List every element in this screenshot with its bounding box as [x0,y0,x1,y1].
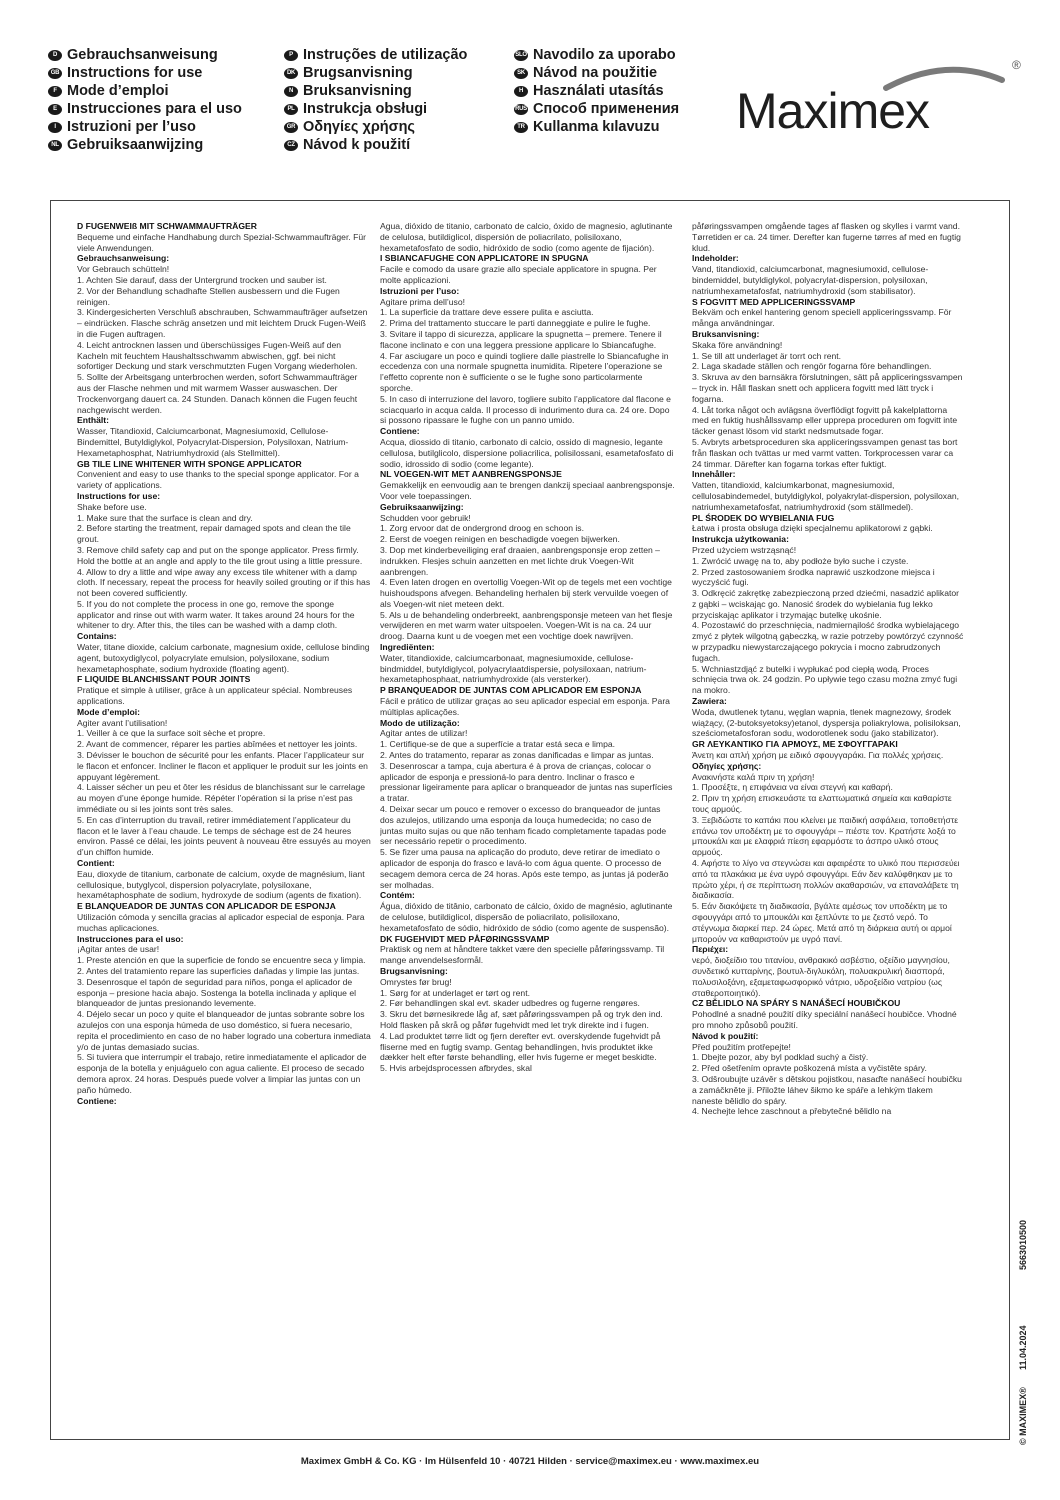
language-item [284,136,467,154]
language-label: Instruções de utilização [303,47,468,63]
paragraph: Agitare prima dell’uso! [380,296,466,307]
paragraph: 2. Antes del tratamiento repare las superficies dañadas y limpie las juntas. [77,965,360,976]
paragraph: Przed użyciem wstrząsnąć! [692,544,797,555]
paragraph: 4. Déjelo secar un poco y quite el blanqueador de juntas sobrante sobre los azulejos con una esponja húmeda de uso doméstico, si fuera necesario, repita el procedimiento en caso de no haber logrado una cobertura inmediata y/o de juntas demasiado sucias. [77,1009,371,1052]
section-heading: PL ŚRODEK DO WYBIELANIA FUG [692,512,835,523]
section-heading: Návod k použití: [692,1030,759,1041]
language-item [284,82,467,100]
article-code: 5663010500 [1018,1219,1028,1270]
paragraph: 4. Låt torka något och avlägsna överflödigt fogvitt på kakelplattorna med en fuktig hushållssvamp eller upprepa proceduren om fogvitt inte täcker genast lösom vid starkt nedsmutsade fogar. [692,404,958,437]
language-label: Οδηγίες χρήσης [303,119,415,135]
paragraph: 2. Před ošetřením opravte poškozená místa a vyčistěte spáry. [692,1063,927,1074]
country-code-icon: F [48,86,62,97]
text-column-1 [77,221,372,1426]
section-heading: Contiene: [380,426,420,437]
paragraph: 2. Avant de commencer, réparer les parties abîmées et nettoyer les joints. [77,739,358,750]
paragraph: 2. Antes do tratamento, reparar as zonas danificadas e limpar as juntas. [380,750,654,761]
paragraph: 4. Even laten drogen en overtollig Voegen-Wit op de tegels met een vochtige huishoudspons afvegen. Behandeling herhalen bij sterk vervuilde voegen of als Voegen-wit niet meteen dekt. [380,577,672,609]
paragraph: Agua, dióxido de titanio, carbonato de calcio, óxido de magnesio, aglutinante de celulosa, butildiglicol, dispersión de poliacrilato, polisiloxano, hexametafosfato de sodio, hidróxido de sodio (como agente de fijación). [380,221,673,253]
text-column-3 [692,221,964,1426]
paragraph: Gemakkelijk en eenvoudig aan te brengen dankzij speciaal aanbrengsponsje. Voor vele toepassingen. [380,480,675,501]
brand-logo [736,54,1036,154]
section-heading: Bruksanvisning: [692,328,760,339]
paragraph: 1. Achten Sie darauf, dass der Untergrund trocken und sauber ist. [77,274,327,285]
country-code-icon: E [48,104,62,115]
header [48,46,1028,166]
paragraph: Convenient and easy to use thanks to the special sponge applicator. For a variety of applications. [77,469,359,491]
paragraph: Schudden voor gebruik! [380,512,471,523]
paragraph: 5. Se fizer uma pausa na aplicação do produto, deve retirar de imediato o aplicador de esponja do frasco e lavá-lo com água quente. O processo de secagem demora cerca de 24 horas. Após este tempo, as juntas já poderão ser molhadas. [380,847,669,890]
registered-mark: ® [1012,58,1021,72]
paragraph: 3. Skru det børnesikrede låg af, sæt påføringssvampen på og tryk den ind. Hold flasken på skrå og påfør fugehvidt med let tryk direkte ind i fugen. [380,1009,663,1030]
language-label: Instrucciones para el uso [67,101,242,117]
paragraph: 1. Se till att underlaget är torrt och rent. [692,350,842,361]
paragraph: 4. Pozostawić do przeschnięcia, nadmiernąilość środka wybielającego zmyć z płytek wilgotną gąbeczką, w razie potrzeby powtórzyć czynność w przypadku niewystarczającego pokrycia i mocno zabrudzonych fugach. [692,620,964,663]
paragraph: 5. Hvis arbejdsprocessen afbrydes, skal [380,1063,532,1074]
country-code-icon: RUS [514,104,528,115]
paragraph: Fácil e prático de utilizar graças ao seu aplicador especial em esponja. Para múltiplas aplicações. [380,696,670,717]
copyright-text: © MAXIMEX® [1018,1387,1028,1445]
language-label: Bruksanvisning [303,83,412,99]
section-heading: Contém: [380,890,415,901]
paragraph: 4. Αφήστε το λίγο να στεγνώσει και αφαιρέστε το υλικό που περισσεύει από τα πλακάκια με ένα υγρό σφουγγάρι. Εάν δεν καλύφθηκαν με το πρώτο χέρι, ή σε περίπτωση πολλών ακαθαρσιών, να επαναλάβετε τη διαδικασία. [692,858,960,901]
language-label: Способ применения [533,101,680,117]
country-code-icon: DK [284,68,298,79]
paragraph: 5. Sollte der Arbeitsgang unterbrochen werden, sofort Schwammaufträger aus der Flasche nehmen und mit warmem Wasser auswaschen. Der Trockenvorgang dauert ca. 24 Stunden. Danach können die Fugen feucht nachgewischt werden. [77,372,358,415]
country-code-icon: GR [284,122,298,133]
text-column-2 [380,221,675,1426]
paragraph: 1. Προσέξτε, η επιφάνεια να είναι στεγνή και καθαρή. [692,782,893,793]
country-code-icon: NL [48,140,62,151]
paragraph: 1. Zwrócić uwagę na to, aby podłoże było suche i czyste. [692,555,909,566]
section-heading: Indeholder: [692,253,739,264]
paragraph: 2. Før behandlingen skal evt. skader udbedres og fugerne rengøres. [380,998,640,1009]
section-heading: I SBIANCAFUGHE CON APPLICATORE IN SPUGNA [380,253,589,264]
section-heading: Οδηγίες χρήσης: [692,760,762,771]
paragraph: 2. Πριν τη χρήση επισκευάστε τα ελαττωματικά σημεία και καθαρίστε τους αρμούς. [692,793,952,815]
language-label: Instrukcja obsługi [303,101,428,117]
paragraph: νερό, διοξείδιο του τιτανίου, ανθρακικό ασβέστιο, οξείδιο μαγνησίου, συνδετικό κυτταρίνης, βουτυλ-διγλυκόλη, πολυακρυλική διασπορά, πολυσιλοξάνη, εξαμεταφωσφορικό νάτριο, υδροξείδιο νατρίου (ως σταθεροποιητικό). [692,955,950,998]
paragraph: Łatwa i prosta obsługa dzięki specjalnemu aplikatorowi z gąbki. [692,523,933,534]
language-item [514,100,679,118]
section-heading: Instrukcja użytkowania: [692,534,789,545]
language-label: Mode d’emploi [67,83,169,99]
language-label: Kullanma kılavuzu [533,119,660,135]
paragraph: 3. Ξεβιδώστε το καπάκι που κλείνει με παιδική ασφάλεια, τοποθετήστε επάνω τον υποδέκτη με το σφουγγάρι – πιέστε τον. Κρατήστε λοξά το μπουκάλι και με ελαφριά πίεση εφαρμόστε το άσπρο υλικό στους αρμούς. [692,814,959,858]
instructions-frame [50,200,1010,1440]
paragraph: Facile e comodo da usare grazie allo speciale applicatore in spugna. Per molte applicazioni. [380,264,657,285]
paragraph: påføringssvampen omgående tages af flasken og skylles i varmt vand. Tørretiden er ca. 24 timer. Derefter kan fugerne tørres af med en fugtig klud. [692,221,961,253]
paragraph: 1. Sørg for at underlaget er tørt og rent. [380,987,530,998]
paragraph: Acqua, diossido di titanio, carbonato di calcio, ossido di magnesio, legante cellulosa, butilglicolo, dispersione poliacrilica, polisilossani, esametafosfato di sodio, idrossido di sodio (come legante). [380,436,674,469]
paragraph: 4. Laisser sécher un peu et ôter les résidus de blanchissant sur le carrelage au moyen d’une éponge humide. Répéter l’opération si la prise n’est pas immédiate ou si les joints sont très sales. [77,782,366,815]
paragraph: Wasser, Titandioxid, Calciumcarbonat, Magnesiumoxid, Cellulose-Bindemittel, Butyldiglykol, Polyacrylat-Dispersion, Polysiloxan, Natrium-Hexametaphosphat, Natriumhydroxid (als Stellmittel). [77,426,349,458]
section-heading: CZ BĚLIDLO NA SPÁRY S NANÁŠECÍ HOUBIČKOU [692,998,901,1009]
section-heading: S FOGVITT MED APPLICERINGSSVAMP [692,296,856,307]
paragraph: 5. In caso di interruzione del lavoro, togliere subito l’applicatore dal flacone e sciacquarlo in acqua calda. Il processo di indurimento dura ca. 24 ore. Dopo si possono ripassare le fughe con un panno umido. [380,393,671,426]
language-item [48,46,242,64]
section-heading: GR ΛΕΥΚΑΝΤΙΚΟ ΓΙΑ ΑΡΜΟΥΣ, ΜΕ ΣΦΟΥΓΓΑΡΑΚΙ [692,739,898,750]
paragraph: 1. Make sure that the surface is clean and dry. [77,512,253,523]
section-heading: Contains: [77,631,117,642]
language-label: Brugsanvisning [303,65,413,81]
paragraph: Bequeme und einfache Handhabung durch Spezial-Schwammaufträger. Für viele Anwendungen. [77,231,367,253]
paragraph: 2. Before starting the treatment, repair damaged spots and clean the tile grout. [77,523,351,545]
country-code-icon: I [48,122,62,133]
paragraph: 1. Veiller à ce que la surface soit sèche et propre. [77,728,266,739]
paragraph: ¡Agitar antes de usar! [77,944,160,955]
paragraph: 3. Dévisser le bouchon de sécurité pour les enfants. Placer l’applicateur sur le flacon et enfoncer. Incliner le flacon et appliquer le produit sur les joints en appuyant légèrement. [77,750,368,782]
paragraph: Water, titandioxide, calciumcarbonaat, magnesiumoxide, cellulose-bindmiddel, butyldiglycol, polyacrylaatdispersie, polysiloxaan, natrium-hexametaphosphaat, natriumhydroxide (als versterker). [380,652,647,685]
paragraph: 2. Vor der Behandlung schadhafte Stellen ausbessern und die Fugen reinigen. [77,285,340,307]
paragraph: Před použitím protřepejte! [692,1041,791,1052]
paragraph: Water, titane dioxide, calcium carbonate, magnesium oxide, cellulose binding agent, butoxydiglycol, polyacrylate emulsion, polysiloxane, sodium hexametaphosphate, sodium hydroxide (floating agent). [77,642,370,674]
country-code-icon: P [284,50,298,61]
paragraph: 1. Dbejte pozor, aby byl podklad suchý a čistý. [692,1052,869,1063]
paragraph: 2. Prima del trattamento stuccare le parti danneggiate e pulire le fughe. [380,318,651,329]
print-date: 11.04.2024 [1018,1325,1028,1370]
section-heading: Ingrediënten: [380,642,435,653]
paragraph: 2. Eerst de voegen reinigen en beschadigde voegen bijwerken. [380,534,620,545]
paragraph: 4. Lad produktet tørre lidt og fjern derefter evt. overskydende fugehvidt på fliserne med en fugtig svamp. Gentag behandlingen, hvis produktet ikke dækker helt efter første behandling, eller hvis fugerne er meget beskidte. [380,1030,661,1063]
language-item [514,118,679,136]
country-code-icon: PL [284,104,298,115]
section-heading: Brugsanvisning: [380,965,448,976]
paragraph: 5. If you do not complete the process in one go, remove the sponge applicator and rinse out with warm water. It takes around 24 hours for the whitener to dry. After this, the tiles can be washed with a damp cloth. [77,598,355,631]
paragraph: 1. Certifique-se de que a superfície a tratar está seca e limpa. [380,739,616,750]
paragraph: 1. Preste atención en que la superficie de fondo se encuentre seca y limpia. [77,955,366,966]
paragraph: 5. Εάν διακόψετε τη διαδικασία, βγάλτε αμέσως τον υποδέκτη με το σφουγγάρι από το μπουκάλι και ξεπλύντε το με ζεστό νερό. Το στέγνωμα διαρκεί περ. 24 ώρες. Μετά από τη διάρκεια αυτή οι αρμοί μπορούν να καθαριστούν με υγρό πανί. [692,901,952,944]
paragraph: 4. Far asciugare un poco e quindi togliere dalle piastrelle lo Sbiancafughe in eccedenza con una normale spugnetta inumidita. Ripetere l’operazione se l’effetto coprente non è sufficiente o se le fughe sono particolarmente sporche. [380,350,669,393]
paragraph: 5. Avbryts arbetsproceduren ska appliceringssvampen genast tas bort från flaskan och tvättas ur med varmt vatten. Torkprocessen varar ca 24 timmar. Därefter kan fogarna torkas efter fuktigt. [692,436,958,469]
paragraph: Skaka före användning! [692,339,783,350]
paragraph: Pohodlné a snadné použití díky speciální nanášecí houbičce. Vhodné pro mnoho způsobů použití. [692,1009,957,1030]
section-heading: Innehåller: [692,469,736,480]
language-item [514,82,679,100]
paragraph: 3. Dop met kinderbeveiliging eraf draaien, aanbrengsponsje erop zetten – indrukken. Flesjes schuin aanzetten en met lichte druk Voegen-Wit aanbrengen. [380,544,660,577]
language-item [284,64,467,82]
language-label: Használati utasítás [533,83,664,99]
language-item [48,82,242,100]
section-heading: F LIQUIDE BLANCHISSANT POUR JOINTS [77,674,251,685]
paragraph: 3. Skruva av den barnsäkra förslutningen, sätt på appliceringssvampen – tryck in. Håll flaskan snett och applicera fogvitt med lätt tryck i fogarna. [692,372,963,404]
language-label: Gebrauchsanweisung [67,47,218,63]
section-heading: Instrucciones para el uso: [77,933,184,944]
section-heading: Περιέχει: [692,944,729,955]
paragraph: Agitar antes de utilizar! [380,728,468,739]
paragraph: 3. Desenroscar a tampa, cuja abertura é à prova de crianças, colocar o aplicador de esponja e pressioná-lo para dentro. Inclinar o frasco e pressionar ligeiramente para aplicar o branqueador de juntas nas superfícies a tratar. [380,760,673,804]
section-heading: Contiene: [77,1095,117,1106]
paragraph: Woda, dwutlenek tytanu, węglan wapnia, tlenek magnezowy, środek wiążący, (2-butoksyetoksy)etanol, dyspersja poliakrylowa, polisiloksan, sześciometafosforan sodu, wodorotlenek sodu (jako stabilizator). [692,706,961,739]
paragraph: 5. Wchniastzdjąć z butelki i wypłukać pod ciepłą wodą. Proces schnięcia trwa ok. 24 godzin. Po upływie tego czasu można zmyć fugi na mokro. [692,663,958,696]
section-heading: Instructions for use: [77,490,161,501]
language-label: Instructions for use [67,65,203,81]
paragraph: Vand, titandioxid, calciumcarbonat, magnesiumoxid, cellulose-bindemiddel, butyldiglykol, polyacrylat-dispersion, polysiloxan, natriumhexametafosfat, natriumhydroxid (som stabilisator). [692,264,929,296]
section-heading: DK FUGEHVIDT MED PÅFØRINGSSVAMP [380,933,550,944]
country-code-icon: H [514,86,528,97]
paragraph: 1. La superficie da trattare deve essere pulita e asciutta. [380,307,594,318]
paragraph: 3. Remove child safety cap and put on the sponge applicator. Press firmly. Hold the bottle at an angle and apply to the tile grout using a little pressure. [77,544,363,566]
language-item [48,100,242,118]
paragraph: 4. Deixar secar um pouco e remover o excesso do branqueador de juntas dos azulejos, utilizando uma esponja da louça humedecida; no caso de juntas muito sujas ou que não tenham ficado completamente tapadas pode ser necessário repetir o procedimento. [380,804,667,847]
paragraph: 5. Si tuviera que interrumpir el trabajo, retire inmediatamente el aplicador de esponja de la botella y enjuáguelo con agua caliente. El proceso de secado demora aprox. 24 horas. Después puede volver a limpiar las juntas con un paño húmedo. [77,1052,367,1095]
paragraph: Vatten, titandioxid, kalciumkarbonat, magnesiumoxid, cellulosabindemedel, butyldiglykol, polyakrylat-dispersion, polysiloxan, natriumhexametafosfat, natriumhydroxid (som ställmedel). [692,480,960,512]
language-item [514,64,679,82]
section-heading: Modo de utilização: [380,717,460,728]
paragraph: Pratique et simple à utiliser, grâce à un applicateur spécial. Nombreuses applications. [77,685,353,707]
section-heading: Enthält: [77,415,109,426]
language-list-3 [514,46,679,136]
paragraph: 5. Als u de behandeling onderbreekt, aanbrengsponsje meteen van het flesje verwijderen en met warm water uitspoelen. Voegen-Wit is na ca. 24 uur droog. Daarna kunt u de voegen met een vochtige doek nawrijven. [380,609,673,642]
side-print-info [1018,1180,1030,1445]
section-heading: Gebrauchsanweisung: [77,253,170,264]
paragraph: Shake before use. [77,501,147,512]
paragraph: 4. Nechejte lehce zaschnout a přebytečné bělidlo na [692,1106,892,1117]
section-heading: P BRANQUEADOR DE JUNTAS COM APLICADOR EM ESPONJA [380,685,642,696]
language-item [284,46,467,64]
language-item [284,100,467,118]
country-code-icon: D [48,50,62,61]
paragraph: Ανακινήστε καλά πριν τη χρήση! [692,771,815,782]
section-heading: Mode d’emploi: [77,706,141,717]
country-code-icon: SK [514,68,528,79]
section-heading: Istruzioni per l’uso: [380,285,460,296]
country-code-icon: TR [514,122,528,133]
paragraph: 3. Desenrosque el tapón de seguridad para niños, ponga el aplicador de esponja – presione hacia abajo. Sostenga la botella inclinada y aplique el blanqueador de juntas presionando levemente. [77,976,357,1009]
language-item [48,64,242,82]
language-item [48,118,242,136]
section-heading: Zawiera: [692,696,727,707]
paragraph: 1. Zorg ervoor dat de ondergrond droog en schoon is. [380,523,584,534]
language-label: Návod k použití [303,137,411,153]
paragraph: Omrystes før brug! [380,976,452,987]
paragraph: 3. Odkręcić zakrętkę zabezpieczoną przed dziećmi, nasadzić aplikator z gąbki – wciskając go. Nanosić środek do wybielania fug lekko przyciskając aplikator i trzymając butelkę ukośnie. [692,588,960,620]
country-code-icon: N [284,86,298,97]
paragraph: 3. Svitare il tappo di sicurezza, applicare la spugnetta – premere. Tenere il flacone inclinato e con una leggera pressione applicare lo Sbiancafughe. [380,328,662,350]
section-heading: Contient: [77,858,115,869]
section-heading: Gebruiksaanwijzing: [380,501,464,512]
language-list-2 [284,46,467,154]
country-code-icon: CZ [284,140,298,151]
language-item [284,118,467,136]
language-label: Návod na použitie [533,65,658,81]
paragraph: 3. Odšroubujte uzávěr s dětskou pojistkou, nasaďte nanášecí houbičku a zamáčkněte ji. Přiložte láhev šikmo ke spáře a lehkým tlakem naneste bělidlo do spáry. [692,1073,962,1106]
language-item [514,46,679,64]
language-label: Istruzioni per l’uso [67,119,196,135]
paragraph: Agiter avant l’utilisation! [77,717,168,728]
paragraph: 4. Leicht antrocknen lassen und überschüssiges Fugen-Weiß auf den Kacheln mit feuchtem Haushaltsschwamm abwischen, ggf. bei nicht sofortiger Deckung und stark verschmutzten Fugen Vorgang wiederholen. [77,339,358,372]
section-heading: E BLANQUEADOR DE JUNTAS CON APLICADOR DE ESPONJA [77,901,336,912]
language-label: Gebruiksaanwijzing [67,137,204,153]
language-label: Navodilo za uporabo [533,47,676,63]
paragraph: Άνετη και απλή χρήση με ειδικό σφουγγαράκι. Για πολλές χρήσεις. [692,750,944,761]
paragraph: 4. Allow to dry a little and wipe away any excess tile whitener with a damp cloth. If necessary, repeat the process for heavily soiled grouting or if this has not been covered sufficiently. [77,566,371,599]
section-heading: NL VOEGEN-WIT MET AANBRENGSPONSJE [380,469,562,480]
paragraph: 2. Przed zastosowaniem środka naprawić uszkodzone miejsca i wyczyścić fugi. [692,566,935,588]
country-code-icon: GB [48,68,62,79]
footer-address: Maximex GmbH & Co. KG · Im Hülsenfeld 10 · 40721 Hilden · service@maximex.eu · www.maximex.eu [300,1456,760,1467]
paragraph: Eau, dioxyde de titanium, carbonate de calcium, oxyde de magnésium, liant cellulosique, butyglycol, dispersion polyacrylate, polysiloxane, hexamétaphosphate de sodium, hydroxyde de sodium (agents de fixation). [77,868,365,901]
brand-name: Maximex [736,83,930,139]
paragraph: 2. Laga skadade ställen och rengör fogarna före behandlingen. [692,361,932,372]
paragraph: Bekväm och enkel hantering genom speciell appliceringssvamp. För många användningar. [692,307,952,329]
paragraph: Utilización cómoda y sencilla gracias al aplicador especial de esponja. Para muchas aplicaciones. [77,912,365,933]
paragraph: 3. Kindergesicherten Verschluß abschrauben, Schwammaufträger aufsetzen – eindrücken. Flasche schräg ansetzen und mit leichtem Druck Fugen-Weiß in die Fugen auftragen. [77,307,368,339]
language-item [48,136,242,154]
country-code-icon: SLO [514,50,528,61]
paragraph: Praktisk og nem at håndtere takket være den specielle påføringssvamp. Til mange anvendelsesformål. [380,944,665,966]
paragraph: Vor Gebrauch schütteln! [77,264,170,275]
section-heading: GB TILE LINE WHITENER WITH SPONGE APPLICATOR [77,458,302,469]
language-list-1 [48,46,242,154]
section-heading: D FUGENWEIß MIT SCHWAMMAUFTRÄGER [77,221,257,231]
paragraph: 5. En cas d’interruption du travail, retirer immédiatement l’applicateur du flacon et le laver à l’eau chaude. Le temps de séchage est de 24 heures environ. Passé ce délai, les joints peuvent à nouveau être essuyés au moyen d’un chiffon humide. [77,814,371,858]
paragraph: Água, dióxido de titânio, carbonato de cálcio, óxido de magnésio, aglutinante de celulose, butildiglicol, dispersão de poliacrilato, polisiloxano, hexametafosfato de sódio, hidróxido de sódio (como agente de suspensão). [380,901,673,933]
